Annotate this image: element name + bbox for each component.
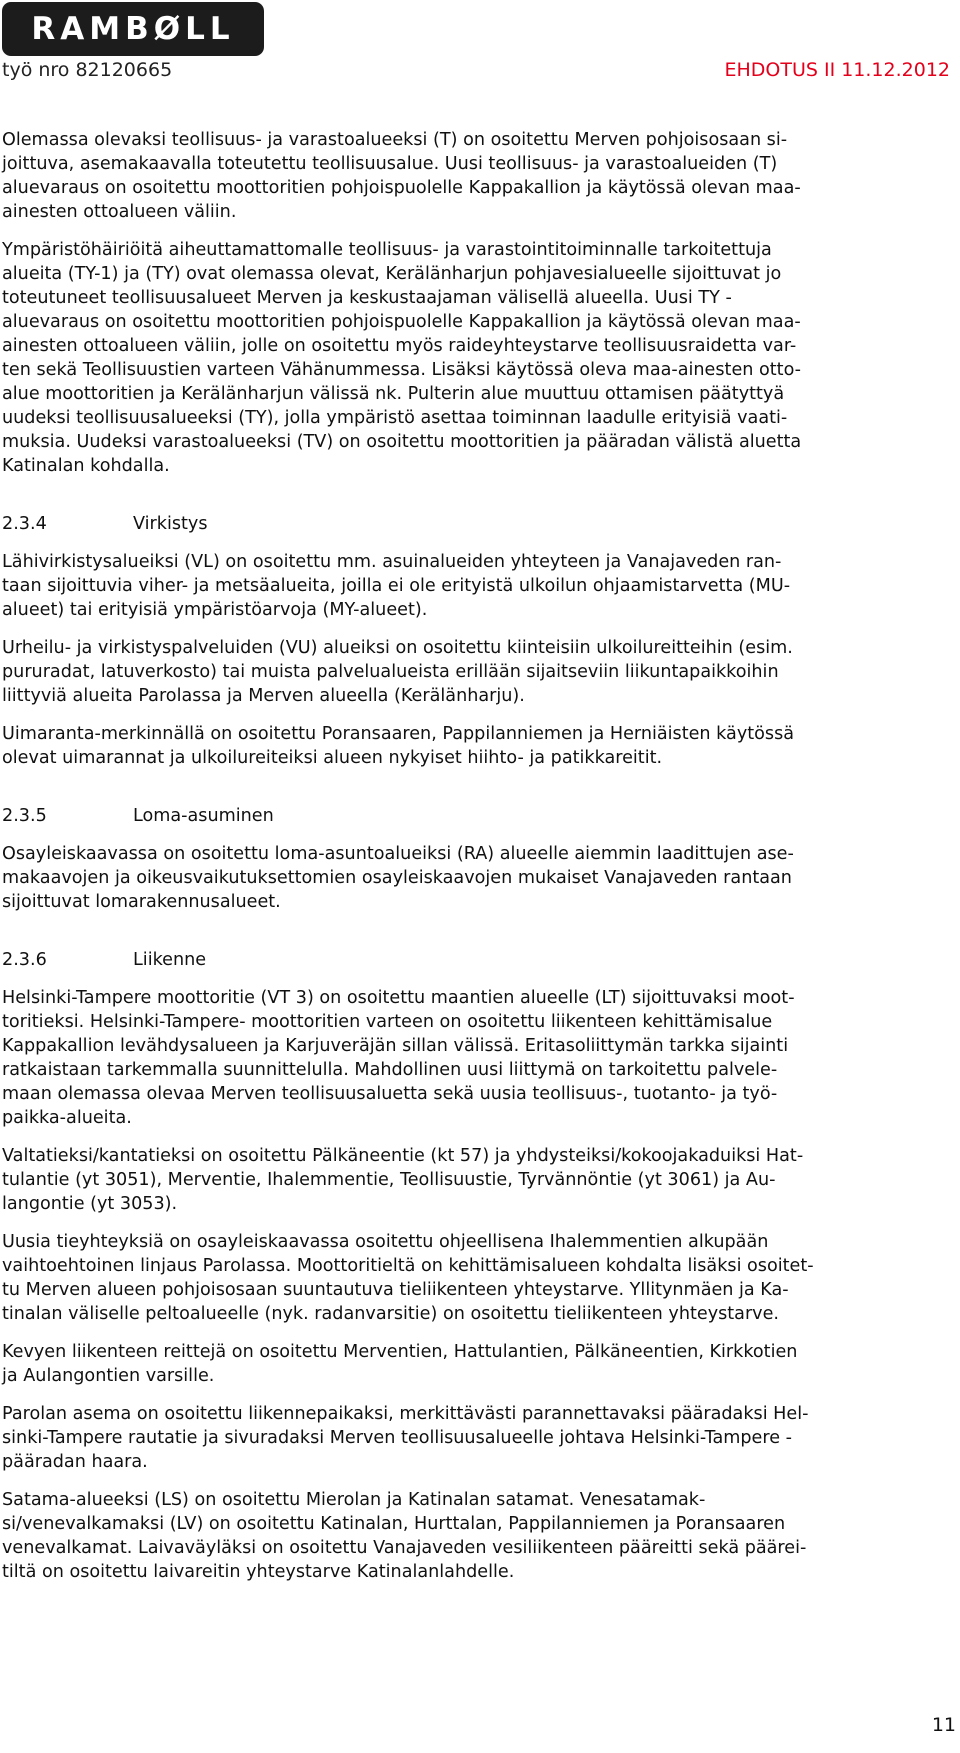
paragraph-holiday-housing: Osayleiskaavassa on osoitettu loma-asuntoalueiksi (RA) alueelle aiemmin laadittujen ase- makaavojen ja oikeusvaikutuksettomien osayleiskaavojen mukaiset Vanajaveden rantaan sijoittuvat lomarakennusalueet.	[2, 844, 794, 912]
section-heading-2-3-5	[2, 804, 956, 828]
section-heading-2-3-6	[2, 948, 956, 972]
document-body	[2, 128, 956, 1584]
paragraph-motorway: Helsinki-Tampere moottoritie (VT 3) on osoitettu maantien alueelle (LT) sijoittuvaksi moot- toritieksi. Helsinki-Tampere- moottoritien varteen on osoitettu liikenteen kehittämisalue Kappakallion levähdysalueen ja Karjuveräjän sillan välissä. Eritasoliittymän tarkka sijainti ratkaistaan tarkemmalla suunnittelulla. Mahdollinen uusi liittymä on tarkoitettu palvele- maan olemassa olevaa Merven teollisuusaluetta sekä uusia teollisuus-, tuotanto- ja työ- paikka-alueita.	[2, 988, 795, 1128]
paragraph-harbours: Satama-alueeksi (LS) on osoitettu Mierolan ja Katinalan satamat. Venesatamak- si/venevalkamaksi (LV) on osoitettu Katinalan, Hurttalan, Pappilanniemen ja Poransaaren venevalkamat. Laivaväyläksi on osoitettu Vanajaveden vesiliikenteen pääreitti sekä päärei- tiltä on osoitettu laivareitin yhteystarve Katinalanlahdelle.	[2, 1490, 807, 1582]
paragraph-ty-areas: Ympäristöhäiriöitä aiheuttamattomalle teollisuus- ja varastointitoiminnalle tarkoitettuja alueita (TY-1) ja (TY) ovat olemassa olevat, Kerälänharjun pohjavesialueelle sijoittuvat jo toteutuneet teollisuusalueet Merven ja keskustaajaman välisellä alueella. Uusi TY - aluevaraus on osoitettu moottoritien pohjoispuolelle Kappakallion ja käytössä olevan maa- ainesten ottoalueen väliin, jolle on osoitettu myös raideyhteystarve teollisuusraidetta var- ten sekä Teollisuustien varteen Vähänummessa. Lisäksi käytössä oleva maa-ainesten otto- alue moottoritien ja Kerälänharjun välissä nk. Pulterin alue muuttuu ottamisen päätyttyä uudeksi teollisuusalueeksi (TY), jolla ympäristö asettaa toiminnan laadulle erityisiä vaati- muksia. Uudeksi varastoalueeksi (TV) on osoitettu moottoritien ja pääradan välistä aluetta Katinalan kohdalla.	[2, 240, 802, 476]
paragraph-recreation-vu: Urheilu- ja virkistyspalveluiden (VU) alueiksi on osoitettu kiinteisiin ulkoilureitteihin (esim. pururadat, latuverkosto) tai muista palvelualueista erillään sijaitseviin liikuntapaikkoihin liittyviä alueita Parolassa ja Merven alueella (Kerälänharju).	[2, 638, 793, 706]
section-number: 2.3.6	[2, 950, 47, 970]
paragraph-industrial-areas: Olemassa olevaksi teollisuus- ja varastoalueeksi (T) on osoitettu Merven pohjoisosaan si- joittuva, asemakaavalla toteutettu teollisuusalue. Uusi teollisuus- ja varastoalueiden (T) aluevaraus on osoitettu moottoritien pohjoispuolelle Kappakallion ja käytössä olevan maa- ainesten ottoalueen väliin.	[2, 130, 801, 222]
job-number: työ nro 82120665	[2, 59, 173, 81]
section-number: 2.3.4	[2, 514, 47, 534]
paragraph-new-connections: Uusia tieyhteyksiä on osayleiskaavassa osoitettu ohjeellisena Ihalemmentien alkupään vaihtoehtoinen linjaus Parolassa. Moottoritieltä on kehittämisalueen kohdalta lisäksi osoitet- tu Merven alueen pohjoisosaan suuntautuva tieliikenteen yhteystarve. Yllitynmäen ja Ka- tinalan väliselle peltoalueelle (nyk. radanvarsitie) on osoitettu tieliikenteen yhteystarve.	[2, 1232, 814, 1324]
section-title: Loma-asuminen	[133, 806, 274, 826]
paragraph-beaches: Uimaranta-merkinnällä on osoitettu Poransaaren, Pappilanniemen ja Herniäisten käytössä olevat uimarannat ja ulkoilureiteiksi alueen nykyiset hiihto- ja patikkareitit.	[2, 724, 795, 768]
page-number: 11	[931, 1714, 956, 1736]
paragraph-recreation-vl: Lähivirkistysalueiksi (VL) on osoitettu mm. asuinalueiden yhteyteen ja Vanajaveden ran- taan sijoittuvia viher- ja metsäalueita, joilla ei ole erityistä ulkoilun ohjaamistarvetta (MU- alueet) tai erityisiä ympäristöarvoja (MY-alueet).	[2, 552, 791, 620]
section-title: Virkistys	[133, 514, 208, 534]
paragraph-light-traffic: Kevyen liikenteen reittejä on osoitettu Merventien, Hattulantien, Pälkäneentien, Kirkkotien ja Aulangontien varsille.	[2, 1342, 798, 1386]
section-heading-2-3-4	[2, 512, 956, 536]
section-number: 2.3.5	[2, 806, 47, 826]
paragraph-railway: Parolan asema on osoitettu liikennepaikaksi, merkittävästi parannettavaksi pääradaksi Hel- sinki-Tampere rautatie ja sivuradaksi Merven teollisuusalueelle johtava Helsinki-Tampere - pääradan haara.	[2, 1404, 809, 1472]
draft-label: EHDOTUS II 11.12.2012	[724, 59, 950, 81]
logo-text: RAMBØLL	[31, 10, 235, 47]
paragraph-main-roads: Valtatieksi/kantatieksi on osoitettu Pälkäneentie (kt 57) ja yhdysteiksi/kokoojakaduiksi Hat- tulantie (yt 3051), Merventie, Ihalemmentie, Teollisuustie, Tyrvännöntie (yt 3061) ja Au- langontie (yt 3053).	[2, 1146, 804, 1214]
ramboll-logo	[2, 2, 264, 56]
section-title: Liikenne	[133, 950, 207, 970]
